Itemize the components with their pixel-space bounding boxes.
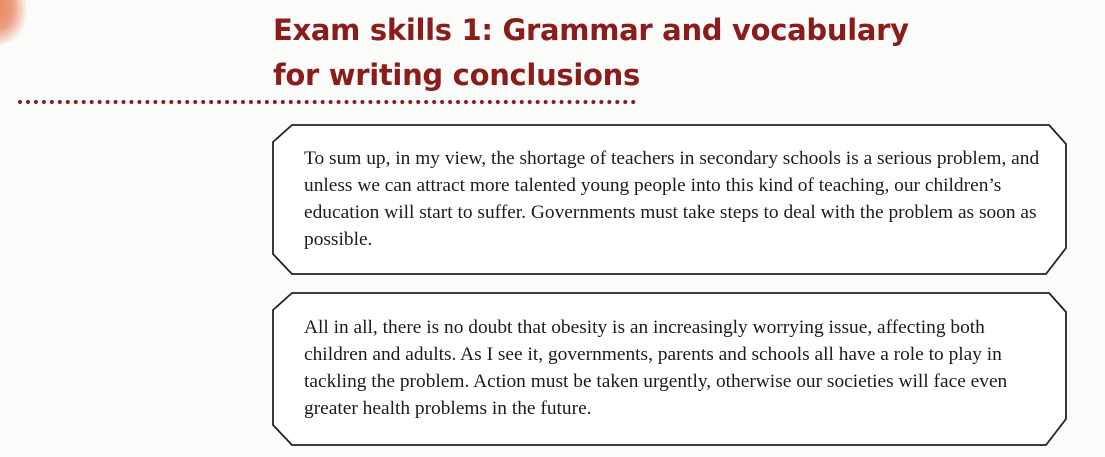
title-line-1: Exam skills 1: Grammar and vocabulary xyxy=(273,13,909,47)
conclusion-text-2: All in all, there is no doubt that obesity is an increasingly worrying issue, affecting both children and adults. As I see it, governments, parents and schools all have a role to play in tackling the problem. Action must be taken urgently, otherwise our societies will face even greater health problems in the future. xyxy=(304,317,1008,419)
conclusion-box-2 xyxy=(272,292,1067,446)
conclusion-box-1 xyxy=(272,124,1067,275)
title-line-2: for writing conclusions xyxy=(273,58,640,92)
page-title xyxy=(273,8,909,98)
title-dotted-divider xyxy=(18,100,636,104)
page-corner-decoration xyxy=(0,0,37,48)
conclusion-text-1: To sum up, in my view, the shortage of teachers in secondary schools is a serious problem, and unless we can attract more talented young people into this kind of teaching, our children’s education will start to suffer. Governments must take steps to deal with the problem as soon as possible. xyxy=(304,148,1040,250)
